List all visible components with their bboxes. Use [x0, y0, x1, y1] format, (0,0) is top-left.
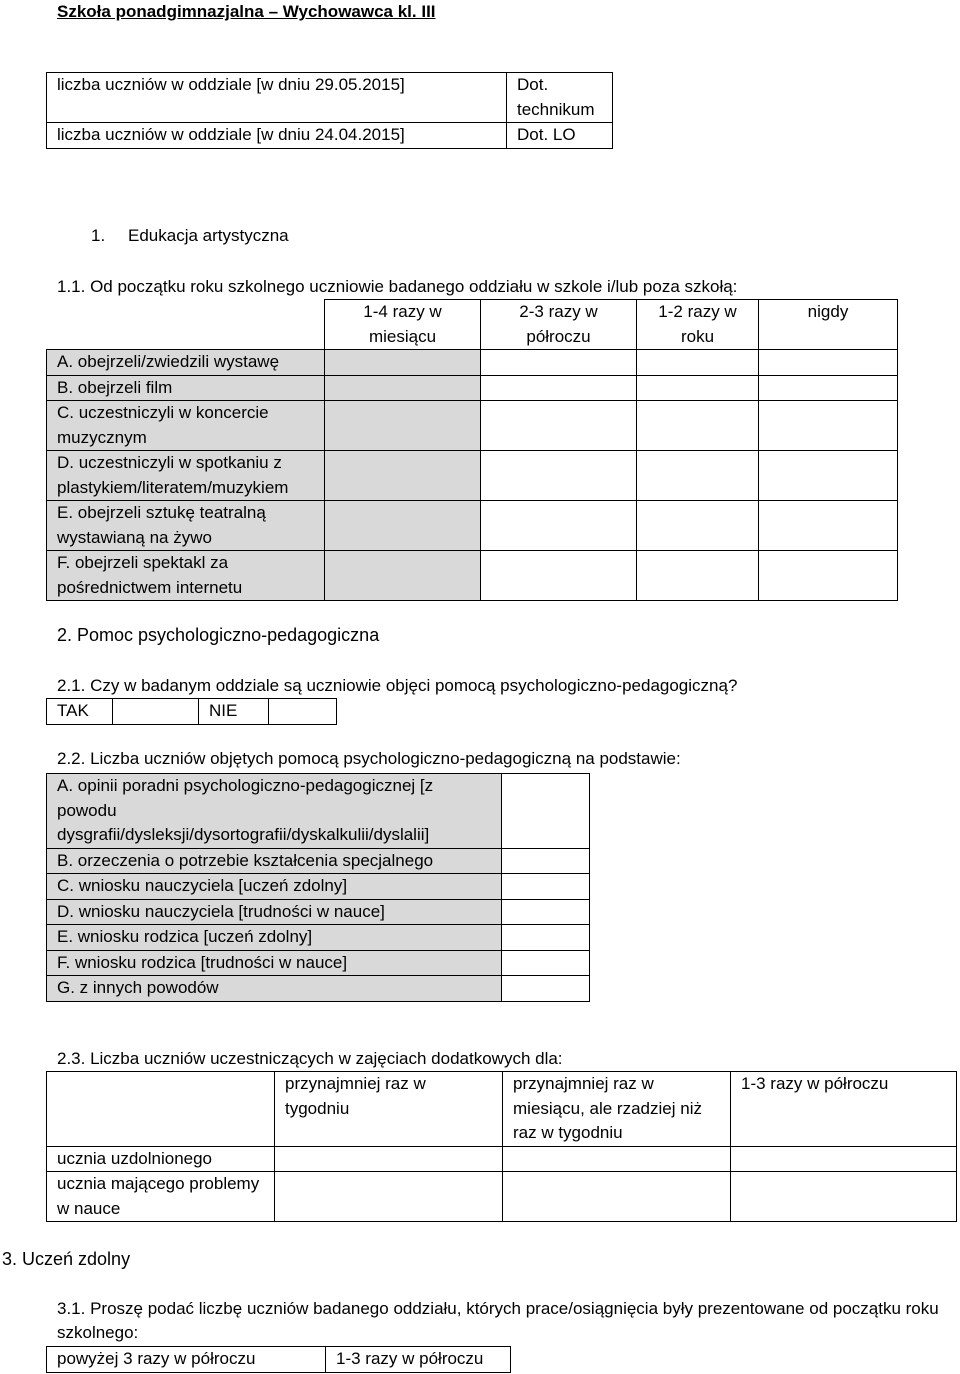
- art-answer-cell[interactable]: [637, 501, 759, 551]
- extra-answer-cell[interactable]: [275, 1146, 503, 1172]
- support-row-label: G. z innych powodów: [47, 976, 502, 1002]
- art-answer-cell[interactable]: [759, 451, 898, 501]
- support-row-label: A. opinii poradni psychologiczno-pedagogicznej [z powodu dysgrafii/dysleksji/dysortografii/dyskalkulii/dyslalii]: [47, 774, 502, 849]
- support-row-label: D. wniosku nauczyciela [trudności w nauce]: [47, 899, 502, 925]
- support-answer-cell[interactable]: [502, 925, 590, 951]
- question-3-1: 3.1. Proszę podać liczbę uczniów badanego oddziału, których prace/osiągnięcia były prezentowane od początku roku szkolnego:: [57, 1299, 939, 1342]
- art-row-label: B. obejrzeli film: [47, 375, 325, 401]
- support-answer-cell[interactable]: [502, 774, 590, 849]
- art-table-corner: [47, 300, 325, 350]
- presentation-option-1[interactable]: powyżej 3 razy w półroczu: [47, 1347, 326, 1373]
- support-answer-cell[interactable]: [502, 899, 590, 925]
- art-col-header-3: 1-2 razy w roku: [637, 300, 759, 350]
- yes-no-table: [46, 698, 337, 725]
- art-answer-cell[interactable]: [481, 451, 637, 501]
- support-row-label: F. wniosku rodzica [trudności w nauce]: [47, 950, 502, 976]
- art-answer-cell[interactable]: [759, 350, 898, 376]
- no-label: NIE: [199, 699, 269, 725]
- yes-label: TAK: [47, 699, 113, 725]
- extra-answer-cell[interactable]: [731, 1172, 957, 1222]
- extra-col-header-1: przynajmniej raz w tygodniu: [275, 1072, 503, 1147]
- art-answer-cell[interactable]: [325, 375, 481, 401]
- art-education-table: [46, 299, 898, 601]
- yes-answer-cell[interactable]: [113, 699, 199, 725]
- page-title: Szkoła ponadgimnazjalna – Wychowawca kl. III: [57, 2, 436, 21]
- support-row-label: C. wniosku nauczyciela [uczeń zdolny]: [47, 874, 502, 900]
- count-value-2: Dot. LO: [507, 123, 613, 149]
- art-col-header-1: 1-4 razy w miesiącu: [325, 300, 481, 350]
- art-col-header-4: nigdy: [759, 300, 898, 350]
- question-2-3: 2.3. Liczba uczniów uczestniczących w zajęciach dodatkowych dla:: [57, 1049, 563, 1068]
- art-answer-cell[interactable]: [637, 451, 759, 501]
- art-row-label: A. obejrzeli/zwiedzili wystawę: [47, 350, 325, 376]
- extra-row-label: ucznia uzdolnionego: [47, 1146, 275, 1172]
- art-answer-cell[interactable]: [759, 375, 898, 401]
- extra-table-corner: [47, 1072, 275, 1147]
- section-1-title: Edukacja artystyczna: [128, 226, 289, 245]
- class-count-table: [46, 72, 613, 149]
- support-row-label: E. wniosku rodzica [uczeń zdolny]: [47, 925, 502, 951]
- art-row-label: E. obejrzeli sztukę teatralną wystawianą na żywo: [47, 501, 325, 551]
- presentation-table: [46, 1346, 511, 1373]
- presentation-option-2[interactable]: 1-3 razy w półroczu: [326, 1347, 511, 1373]
- art-answer-cell[interactable]: [481, 401, 637, 451]
- art-answer-cell[interactable]: [481, 350, 637, 376]
- art-answer-cell[interactable]: [325, 501, 481, 551]
- extra-row-label: ucznia mającego problemy w nauce: [47, 1172, 275, 1222]
- extra-classes-table: [46, 1071, 957, 1222]
- extra-col-header-3: 1-3 razy w półroczu: [731, 1072, 957, 1147]
- section-1-number: 1.: [91, 226, 106, 245]
- art-answer-cell[interactable]: [481, 375, 637, 401]
- count-label-1: liczba uczniów w oddziale [w dniu 29.05.2015]: [47, 73, 507, 123]
- art-answer-cell[interactable]: [759, 551, 898, 601]
- support-answer-cell[interactable]: [502, 976, 590, 1002]
- art-answer-cell[interactable]: [759, 501, 898, 551]
- question-2-1: 2.1. Czy w badanym oddziale są uczniowie objęci pomocą psychologiczno-pedagogiczną?: [57, 676, 738, 695]
- support-basis-table: [46, 773, 590, 1002]
- art-answer-cell[interactable]: [325, 350, 481, 376]
- question-2-2: 2.2. Liczba uczniów objętych pomocą psychologiczno-pedagogiczną na podstawie:: [57, 749, 681, 768]
- art-answer-cell[interactable]: [325, 451, 481, 501]
- support-row-label: B. orzeczenia o potrzebie kształcenia specjalnego: [47, 848, 502, 874]
- art-row-label: C. uczestniczyli w koncercie muzycznym: [47, 401, 325, 451]
- support-answer-cell[interactable]: [502, 848, 590, 874]
- extra-answer-cell[interactable]: [503, 1146, 731, 1172]
- art-row-label: D. uczestniczyli w spotkaniu z plastykiem/literatem/muzykiem: [47, 451, 325, 501]
- section-3-title: 3. Uczeń zdolny: [2, 1249, 131, 1269]
- art-answer-cell[interactable]: [325, 401, 481, 451]
- extra-answer-cell[interactable]: [503, 1172, 731, 1222]
- count-label-2: liczba uczniów w oddziale [w dniu 24.04.2015]: [47, 123, 507, 149]
- extra-answer-cell[interactable]: [275, 1172, 503, 1222]
- art-answer-cell[interactable]: [637, 375, 759, 401]
- art-answer-cell[interactable]: [325, 551, 481, 601]
- art-answer-cell[interactable]: [637, 350, 759, 376]
- art-answer-cell[interactable]: [637, 551, 759, 601]
- extra-col-header-2: przynajmniej raz w miesiącu, ale rzadziej niż raz w tygodniu: [503, 1072, 731, 1147]
- art-answer-cell[interactable]: [481, 501, 637, 551]
- extra-answer-cell[interactable]: [731, 1146, 957, 1172]
- section-2-title: 2. Pomoc psychologiczno-pedagogiczna: [57, 625, 380, 645]
- art-row-label: F. obejrzeli spektakl za pośrednictwem internetu: [47, 551, 325, 601]
- question-1-1: 1.1. Od początku roku szkolnego uczniowie badanego oddziału w szkole i/lub poza szkołą:: [57, 277, 738, 296]
- support-answer-cell[interactable]: [502, 950, 590, 976]
- support-answer-cell[interactable]: [502, 874, 590, 900]
- art-answer-cell[interactable]: [637, 401, 759, 451]
- count-value-1: Dot. technikum: [507, 73, 613, 123]
- art-answer-cell[interactable]: [481, 551, 637, 601]
- art-col-header-2: 2-3 razy w półroczu: [481, 300, 637, 350]
- no-answer-cell[interactable]: [269, 699, 337, 725]
- art-answer-cell[interactable]: [759, 401, 898, 451]
